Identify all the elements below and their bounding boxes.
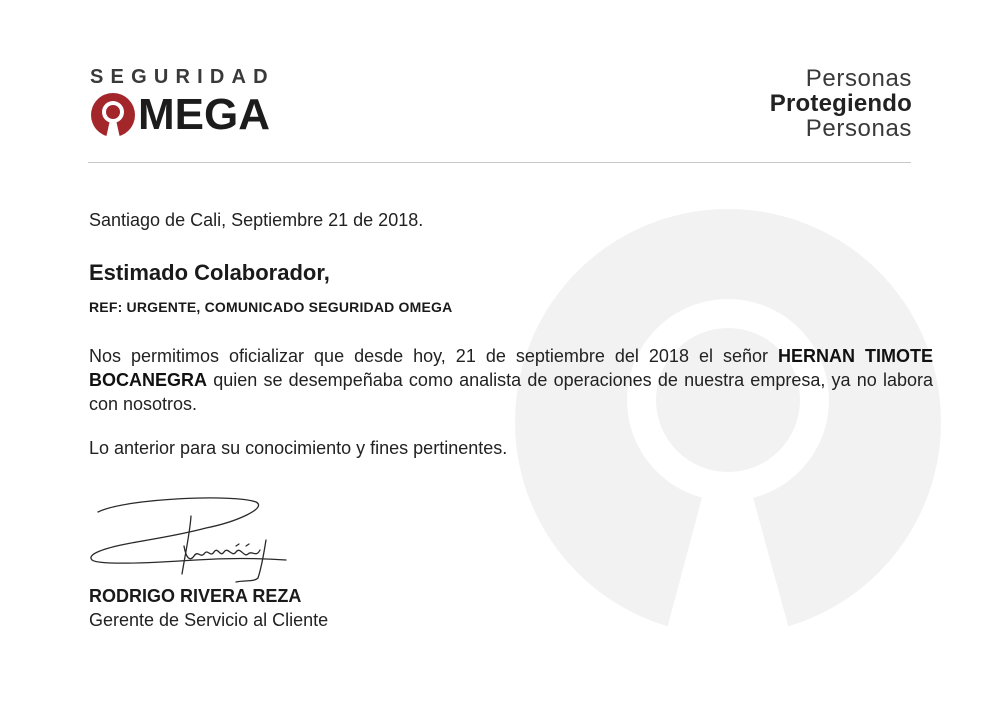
letter-reference: REF: URGENTE, COMUNICADO SEGURIDAD OMEGA [89, 299, 453, 315]
signer-name: RODRIGO RIVERA REZA [89, 586, 302, 606]
tagline-line-3: Personas [805, 115, 912, 142]
keyhole-omega-icon [90, 92, 136, 138]
seguridad-omega-logo [90, 66, 275, 139]
letter-body [89, 344, 933, 416]
body-text-part-1: Nos permitimos oficializar que desde hoy, 21 de septiembre del 2018 el señor [89, 346, 778, 366]
tagline-line-2: Protegiendo [769, 90, 912, 117]
tagline-line-1: Personas [805, 65, 912, 92]
signature-image [86, 488, 296, 588]
logo-top-text: SEGURIDAD [90, 66, 275, 88]
letter-date: Santiago de Cali, Septiembre 21 de 2018. [89, 210, 424, 230]
header-divider [88, 162, 911, 163]
employee-name: HERNAN TIMOTE BOCANEGRA [89, 346, 933, 390]
letter-greeting: Estimado Colaborador, [89, 260, 330, 285]
letter-closing: Lo anterior para su conocimiento y fines pertinentes. [89, 438, 508, 458]
company-tagline [770, 66, 912, 141]
body-text-part-2: quien se desempeñaba como analista de operaciones de nuestra empresa, ya no labora con nosotros. [89, 370, 933, 414]
logo-main-text: MEGA [138, 90, 270, 139]
signer-title: Gerente de Servicio al Cliente [89, 610, 329, 630]
logo-main [90, 92, 270, 138]
